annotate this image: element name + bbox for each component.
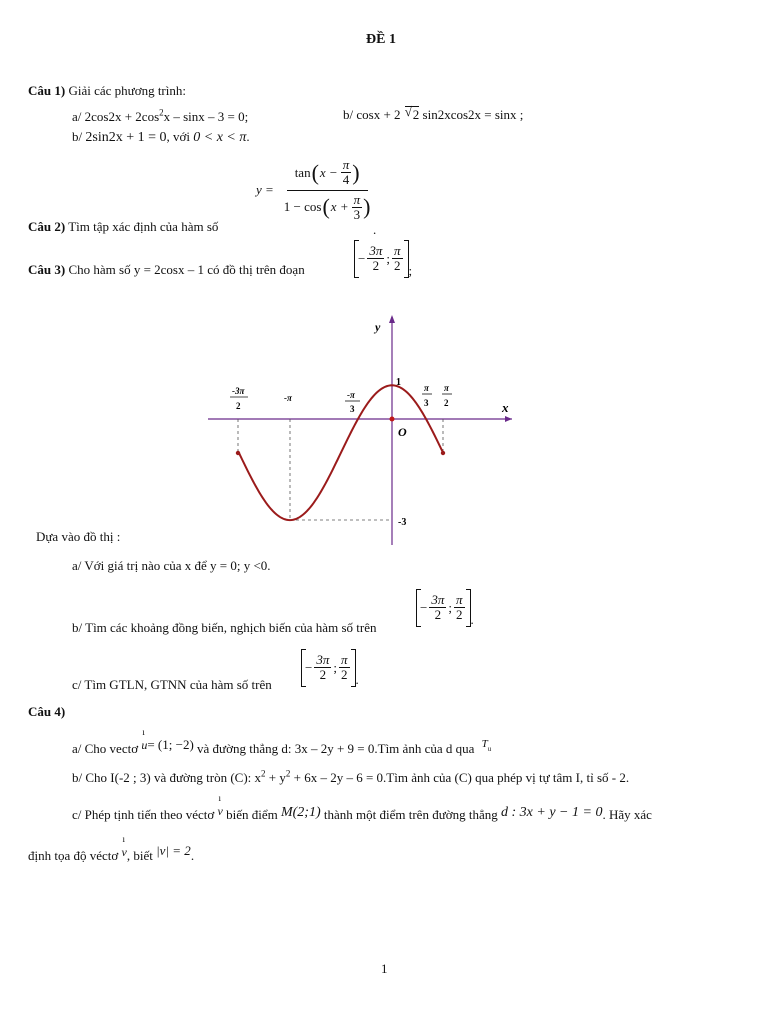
endpoint-left: [236, 451, 240, 455]
q3-c: c/ Tìm GTLN, GTNN của hàm số trên: [72, 677, 272, 692]
q3-two-2: 2: [393, 258, 401, 274]
tick-pi3-num: π: [424, 383, 429, 393]
y-axis-label: y: [375, 320, 381, 334]
tick-m3pi2-den: 2: [236, 401, 241, 411]
q2-label: Câu 2): [28, 219, 66, 234]
q4-c2-vec: ı v: [122, 845, 127, 859]
q4-c-M: M(2;1): [280, 805, 321, 820]
q4-c2: [28, 843, 195, 864]
q2-line: [28, 219, 218, 235]
q4-c2-end: .: [190, 848, 195, 863]
q1-b2-cond: 0 < x < π: [193, 130, 247, 145]
q4-c: [72, 804, 652, 825]
q4-c2-norm: |v| = 2: [156, 843, 191, 858]
q3-3pi: 3π: [369, 243, 383, 258]
q3b-neg: −: [420, 600, 428, 615]
q3-pi: π: [393, 243, 401, 258]
q4-c-line: d : 3x + y − 1 = 0: [501, 805, 603, 820]
label-minus-three: -3: [398, 517, 407, 528]
q1-a-prefix: a/ 2cos2x + 2cos: [72, 109, 160, 124]
endpoint-right: [441, 451, 445, 455]
q1-b2: [72, 129, 250, 147]
q3-line: [28, 262, 305, 278]
q4-a-T: T: [481, 738, 488, 750]
q3-end: ;: [408, 263, 413, 278]
q4-a-vec-val: = (1; −2): [147, 737, 194, 752]
q2-y: y =: [256, 182, 274, 198]
cosine-graph: [200, 305, 520, 550]
q1-a-rest: x – sinx – 3 = 0;: [163, 109, 249, 124]
tick-m3pi2-num: -3π: [232, 386, 245, 396]
q3-label: Câu 3): [28, 262, 66, 277]
q4-c-vec: ı v: [218, 804, 223, 818]
q4-c-mid: biến điểm: [226, 807, 278, 822]
q1-a: [72, 109, 248, 125]
q3-two: 2: [372, 258, 380, 274]
tick-mpi3-num: -π: [347, 390, 355, 400]
page-title: ĐỀ 1: [366, 32, 396, 47]
q4-c-end: . Hãy xác: [602, 807, 652, 822]
q1-a-sup: 2: [159, 107, 164, 118]
q3c-neg: −: [305, 660, 313, 675]
q2-num-fn: tan: [294, 164, 311, 180]
origin-point: [390, 417, 395, 422]
q1-b2-end: .: [246, 129, 250, 144]
q1-line: [28, 83, 186, 99]
tick-pi2-num: π: [444, 383, 449, 393]
q1-label: Câu 1): [28, 83, 66, 98]
q4-c2-mid: , biết: [126, 848, 153, 863]
q4-b-prefix: b/ Cho I(-2 ; 3) và đường tròn (C): x: [72, 770, 262, 785]
q2-den-start: 1 − cos: [283, 199, 322, 215]
q4-b: [72, 770, 629, 786]
q1-b2-eq: 2sin2x + 1 = 0: [85, 130, 167, 145]
q1-intro: Giải các phương trình:: [68, 83, 186, 98]
q2-end: .: [373, 222, 377, 237]
q4-a-mid: và đường thẳng d: 3x – 2y + 9 = 0.Tìm ảnh của d qua: [197, 741, 475, 756]
q4-a-T-sub: u: [487, 745, 492, 753]
q3-b-interval: [416, 588, 474, 628]
q4-a: [72, 737, 492, 757]
q4-c2-prefix: định tọa độ véctơ: [28, 848, 119, 863]
q4-b-mid: + y: [265, 770, 286, 785]
q3c-dot: .: [355, 672, 359, 687]
q3c-3pi: 3π: [316, 652, 330, 667]
q4-c-mid2: thành một điểm trên đường thẳng: [323, 807, 498, 822]
page-number: 1: [381, 961, 388, 976]
q3-text: Cho hàm số y = 2cosx – 1 có đồ thị trên đoạn: [68, 262, 305, 277]
q1-b1: [343, 106, 523, 123]
q3-based: Dựa vào đồ thị :: [36, 529, 121, 544]
q3b-pi: π: [455, 592, 463, 607]
q2-formula: y = tan ( x − $\frac{\pi}{4}$ ) 1 − cos ( x + $\frac{\pi}{3}$ ): [256, 156, 371, 222]
q2-den-arg: x +: [330, 199, 349, 215]
q1-b2-with: , với: [166, 129, 191, 144]
q3-neg: −: [358, 251, 366, 266]
q2-den-three: 3: [353, 206, 361, 222]
q4-b-rest: + 6x – 2y – 6 = 0.Tìm ảnh của (C) qua phép vị tự tâm I, tỉ số - 2.: [290, 770, 630, 785]
tick-mpi: -π: [284, 393, 292, 403]
tick-mpi3-den: 3: [350, 404, 355, 414]
q2-num-arg: x −: [319, 164, 338, 180]
q1-b1-root: 2: [412, 107, 420, 122]
q1-b1-rest: sin2xcos2x = sinx ;: [422, 107, 524, 122]
q3c-two: 2: [319, 667, 327, 683]
q4-c-prefix: c/ Phép tịnh tiến theo véctơ: [72, 807, 215, 822]
x-axis-arrow-icon: [505, 416, 512, 422]
q3-b: b/ Tìm các khoảng đồng biến, nghịch biến của hàm số trên: [72, 620, 377, 635]
q4-label: Câu 4): [28, 704, 66, 719]
origin-label: O: [398, 425, 407, 439]
q3c-semi: ;: [333, 660, 337, 675]
label-one: 1: [396, 377, 401, 388]
q1-b1-prefix: b/ cosx + 2: [343, 107, 401, 122]
q1-b2-label: b/: [72, 129, 83, 144]
q4-b-sup1: 2: [261, 768, 266, 779]
x-axis-label: x: [502, 400, 509, 415]
q3b-dot: .: [470, 612, 474, 627]
q4-b-sup2: 2: [285, 768, 291, 779]
tick-pi3-den: 3: [424, 398, 429, 408]
q3b-two: 2: [434, 607, 442, 623]
q3-a: a/ Với giá trị nào của x để y = 0; y <0.: [72, 558, 271, 573]
q3b-semi: ;: [448, 600, 452, 615]
cosine-curve: [239, 385, 443, 520]
q3-interval: [354, 239, 412, 279]
q2-num-pi: π: [342, 156, 350, 172]
tick-pi2-den: 2: [444, 398, 449, 408]
q4-a-vec: ı u: [141, 738, 147, 752]
q3b-two-2: 2: [455, 607, 463, 623]
q4-a-prefix: a/ Cho vectơ: [72, 741, 139, 756]
q3b-3pi: 3π: [431, 592, 445, 607]
q2-num-four: 4: [342, 172, 350, 188]
q3-semi: ;: [386, 251, 390, 266]
y-axis-arrow-icon: [389, 315, 395, 323]
q2-text: Tìm tập xác định của hàm số: [68, 219, 219, 234]
sqrt-symbol: √ 2: [404, 104, 420, 122]
q3-c-interval: [301, 648, 359, 688]
q3c-two-2: 2: [340, 667, 348, 683]
q3c-pi: π: [340, 652, 348, 667]
q2-den-pi: π: [353, 191, 361, 207]
